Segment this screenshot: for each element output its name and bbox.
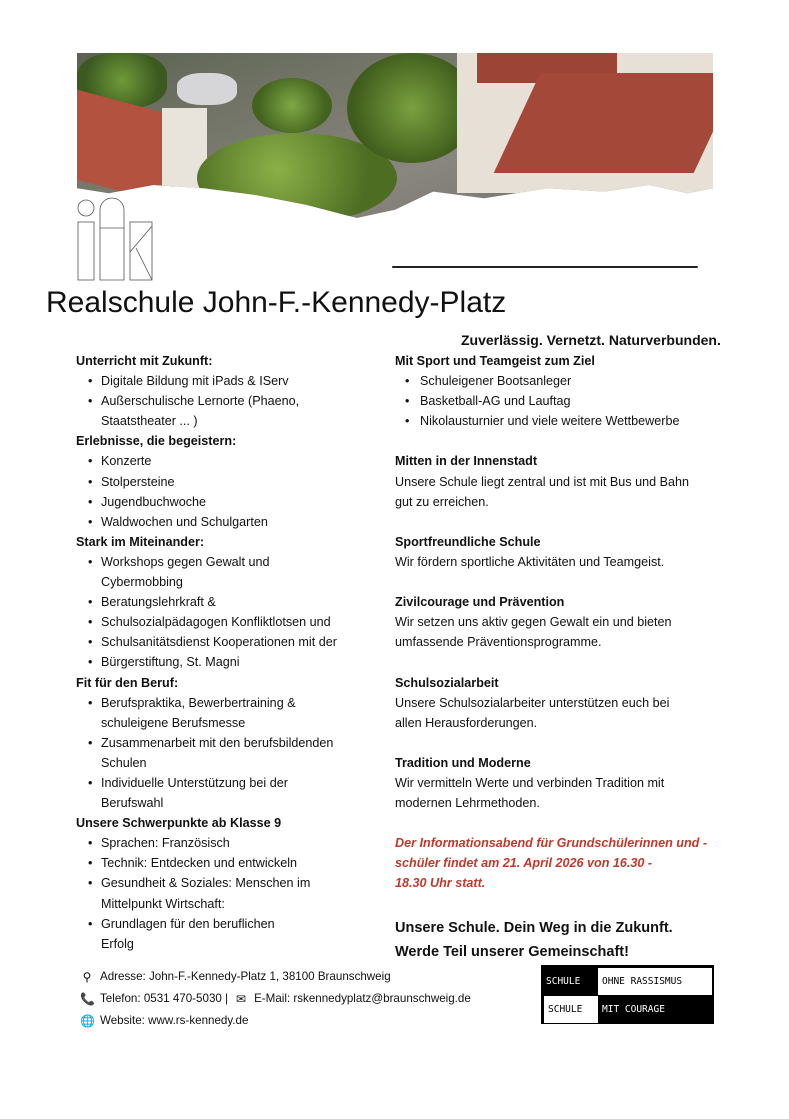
address: Adresse: John-F.-Kennedy-Platz 1, 38100 Braunschweig	[100, 970, 391, 983]
section-heading: Unterricht mit Zukunft:	[76, 354, 213, 368]
list-item: • Sprachen: Französisch	[76, 833, 376, 853]
section-heading: Mitten in der Innenstadt	[395, 454, 538, 469]
section-text: Unsere Schulsozialarbeiter unterstützen euch bei allen Herausforderungen.	[395, 695, 670, 730]
closing-line-1: Unsere Schule. Dein Weg in die Zukunft.	[395, 919, 673, 936]
badge-text: SCHULE	[544, 996, 598, 1023]
email[interactable]: E-Mail: rskennedyplatz@braunschweig.de	[254, 992, 471, 1005]
list-item: • Zusammenarbeit mit den berufsbildenden Schulen	[76, 733, 376, 773]
list-item: • Basketball-AG und Lauftag	[395, 391, 735, 411]
list-item: • Konzerte	[76, 451, 376, 471]
phone: Telefon: 0531 470-5030 |	[100, 992, 229, 1005]
section-text: Wir setzen uns aktiv gegen Gewalt ein und bieten umfassende Präventionsprogramme.	[395, 615, 672, 650]
list-item: • Stolpersteine	[76, 472, 376, 492]
school-logo	[76, 196, 156, 284]
list-item: • Technik: Entdecken und entwickeln	[76, 853, 376, 873]
section-heading: Tradition und Moderne	[395, 755, 531, 770]
globe-icon: 🌐	[80, 1014, 95, 1028]
list-item: • Individuelle Unterstützung bei der Berufswahl	[76, 773, 376, 813]
section-heading: Unsere Schwerpunkte ab Klasse 9	[76, 816, 282, 831]
list-item: • Bürgerstiftung, St. Magni	[76, 652, 376, 672]
slogan: Zuverlässig. Vernetzt. Naturverbunden.	[461, 332, 721, 348]
list-item: • Waldwochen und Schulgarten	[76, 512, 376, 532]
list-item: • Schulsozialpädagogen Konfliktlotsen und	[76, 612, 376, 632]
list-item: • Außerschulische Lernorte (Phaeno, Staatstheater ... )	[76, 391, 376, 431]
list-item: • Gesundheit & Soziales: Menschen im Mittelpunkt Wirtschaft:	[76, 873, 376, 913]
closing-line-2: Werde Teil unserer Gemeinschaft!	[395, 943, 629, 960]
section-heading: Schulsozialarbeit	[395, 675, 499, 690]
list-item: • Berufspraktika, Bewerbertraining & schuleigene Berufsmesse	[76, 693, 376, 733]
section-heading: Mit Sport und Teamgeist zum Ziel	[395, 354, 595, 368]
section-text: Wir fördern sportliche Aktivitäten und Teamgeist.	[395, 554, 665, 569]
section-heading: Fit für den Beruf:	[76, 675, 179, 690]
list-item: • Nikolausturnier und viele weitere Wettbewerbe	[395, 411, 735, 431]
list-item: • Workshops gegen Gewalt und Cybermobbing	[76, 552, 376, 592]
badge-text: SCHULE	[546, 976, 581, 987]
section-heading: Zivilcourage und Prävention	[395, 595, 565, 610]
school-aerial-photo	[77, 53, 713, 218]
section-text: Wir vermitteln Werte und verbinden Tradition mit modernen Lehrmethoden.	[395, 775, 665, 811]
section-heading: Stark im Miteinander:	[76, 534, 205, 549]
website[interactable]: Website: www.rs-kennedy.de	[100, 1014, 249, 1027]
info-evening-notice: Der Informationsabend für Grundschülerinnen und - schüler findet am 21. April 2026 von 16.30 - 18.30 Uhr statt.	[395, 836, 708, 891]
section-text: Unsere Schule liegt zentral und ist mit Bus und Bahn gut zu erreichen.	[395, 474, 690, 509]
mail-icon: ✉	[236, 992, 247, 1006]
list-item: • Jugendbuchwoche	[76, 492, 376, 512]
phone-icon: 📞	[80, 992, 95, 1006]
right-column	[395, 351, 735, 964]
location-pin-icon: ⚲	[82, 970, 92, 984]
left-column	[76, 351, 376, 954]
schule-ohne-rassismus-badge	[541, 965, 714, 1024]
section-heading: Sportfreundliche Schule	[395, 534, 541, 549]
badge-text: OHNE RASSISMUS	[598, 968, 712, 995]
list-item: • Digitale Bildung mit iPads & IServ	[76, 371, 376, 391]
section-heading: Erlebnisse, die begeistern:	[76, 434, 237, 449]
decorative-rule	[392, 266, 698, 268]
list-item: • Schuleigener Bootsanleger	[395, 371, 735, 391]
contact-info	[80, 966, 471, 1032]
badge-text: MIT COURAGE	[602, 1004, 665, 1015]
list-item: • Beratungslehrkraft &	[76, 592, 376, 612]
list-item: • Schulsanitätsdienst Kooperationen mit der	[76, 632, 376, 652]
list-item: • Grundlagen für den beruflichen Erfolg	[76, 914, 376, 954]
page-title: Realschule John-F.-Kennedy-Platz	[46, 286, 507, 319]
